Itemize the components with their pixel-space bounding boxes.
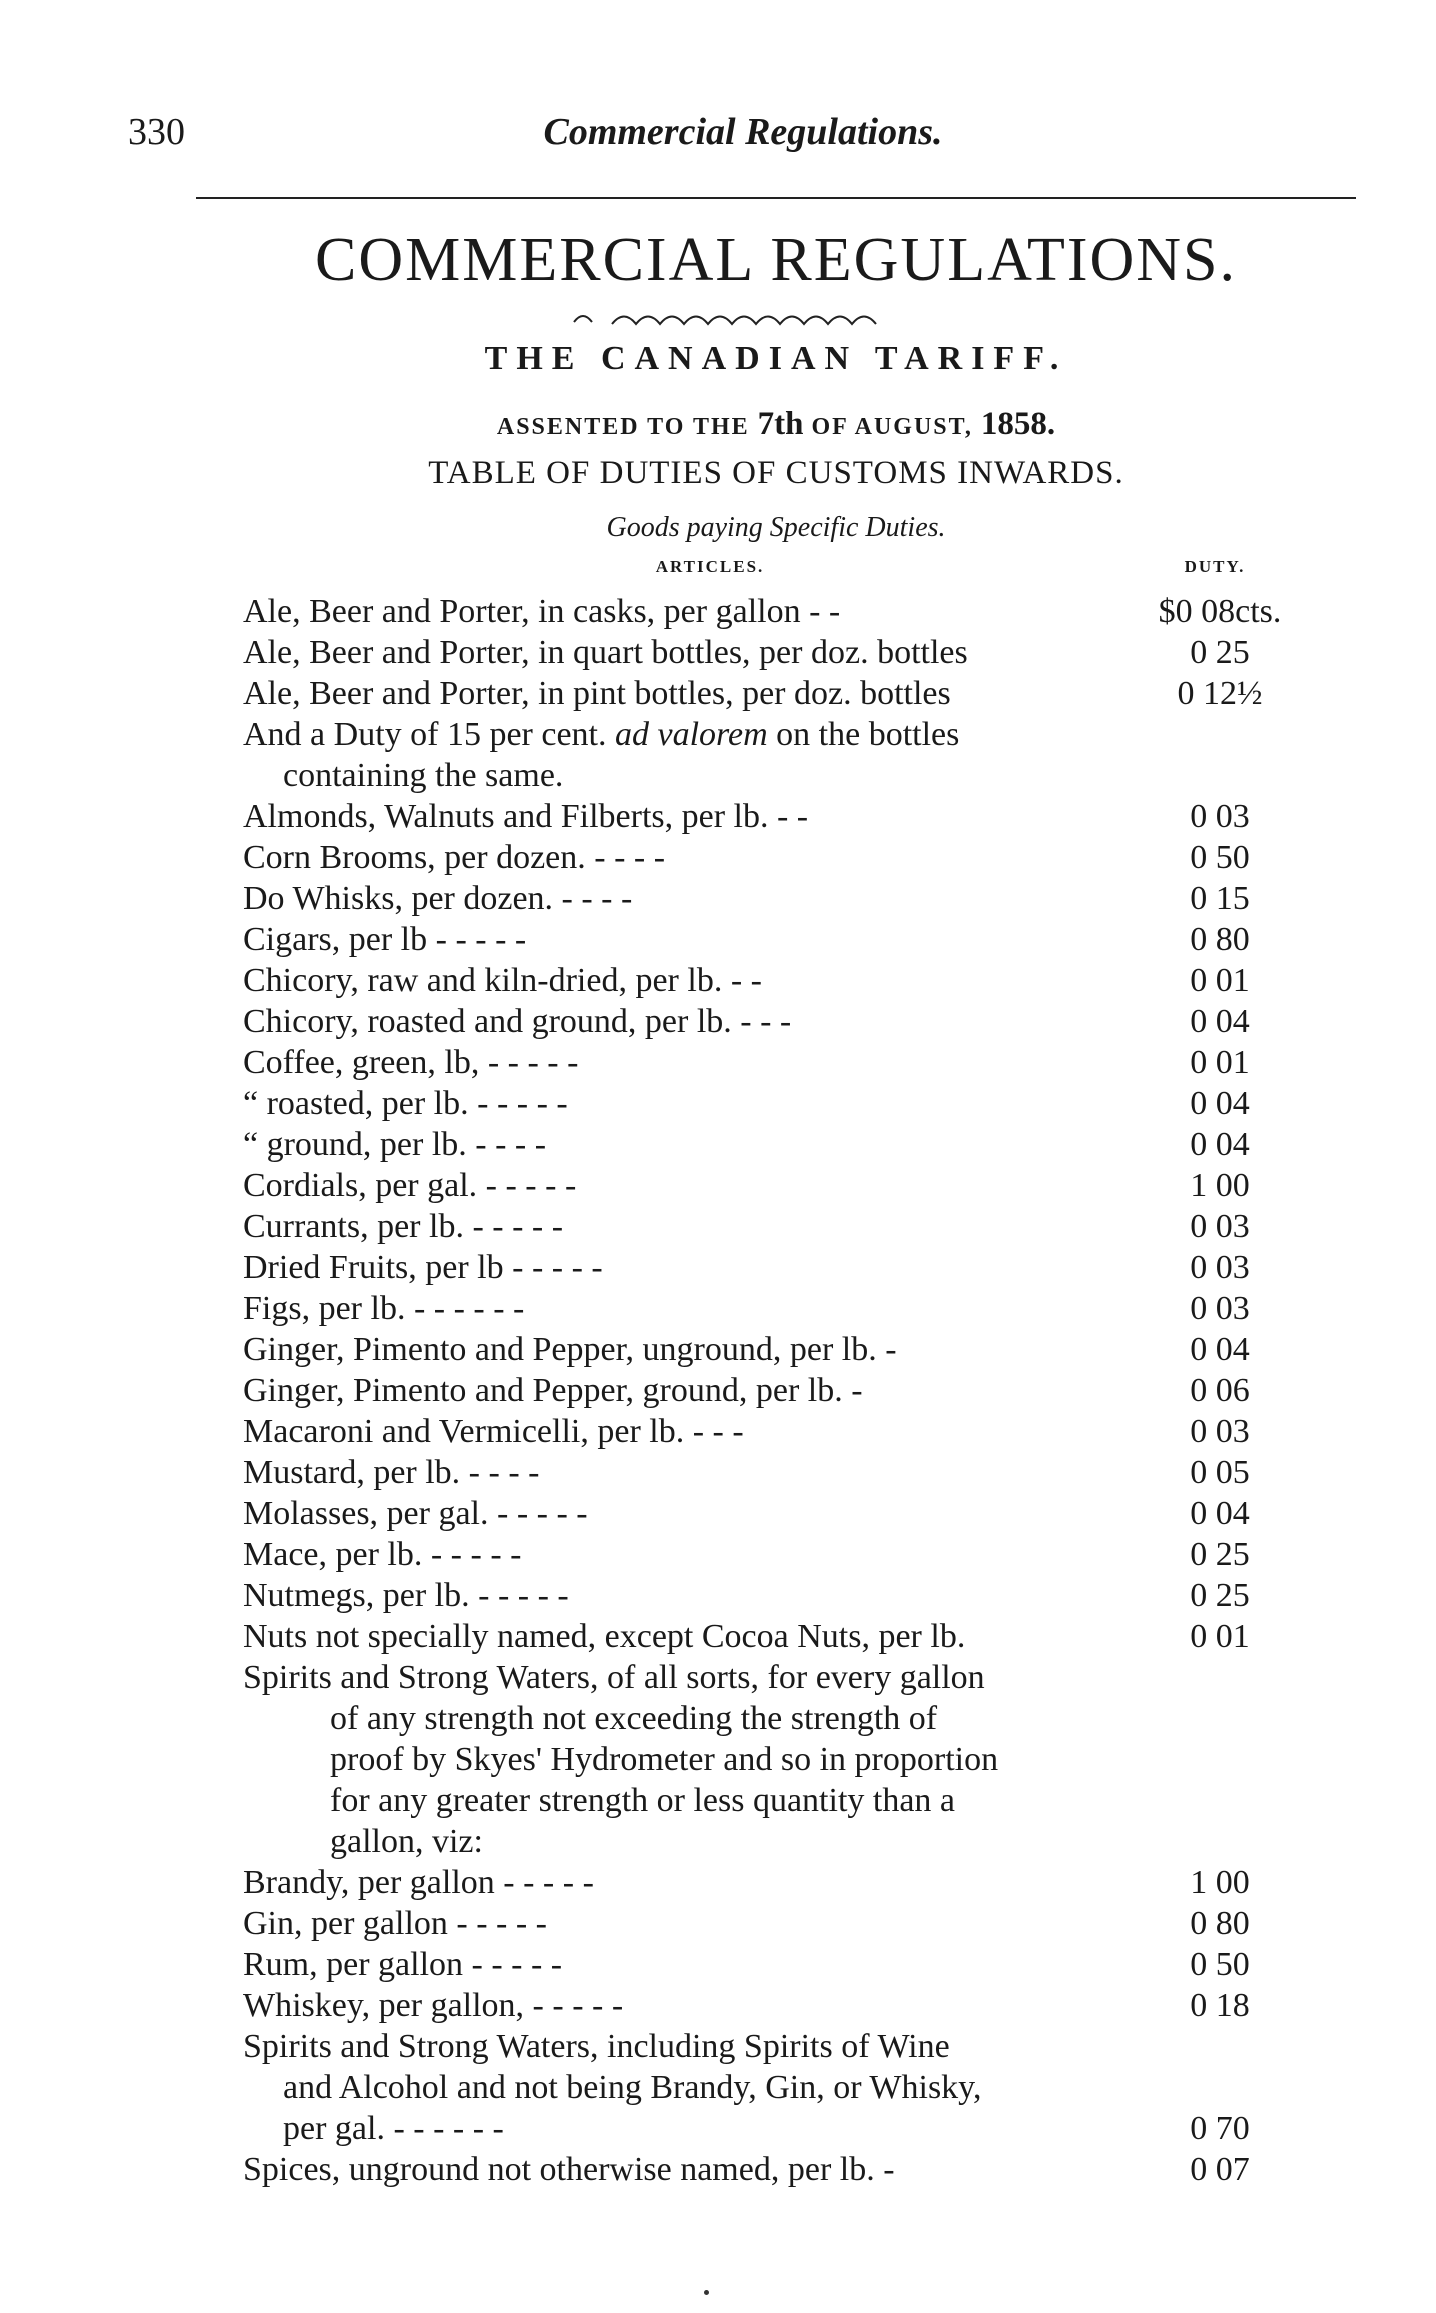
duty-value: 0 50 <box>1190 839 1250 876</box>
article-text-line: gallon, viz: <box>330 1823 483 1860</box>
table-row <box>0 2026 1436 2149</box>
duty-value: 0 03 <box>1190 1249 1250 1286</box>
table-row <box>0 1083 1436 1124</box>
page-title: COMMERCIAL REGULATIONS. <box>314 226 1238 294</box>
latin-phrase: ad valorem <box>615 716 768 753</box>
duty-value: 0 80 <box>1190 921 1250 958</box>
header-rule <box>196 197 1356 199</box>
article-text-line: And a Duty of 15 per cent. ad valorem on the bottles <box>243 716 960 753</box>
article-text: Gin, per gallon - - - - - <box>243 1905 548 1942</box>
duty-value: 0 03 <box>1190 1413 1250 1450</box>
duty-value: 0 04 <box>1190 1331 1250 1368</box>
article-text: Nuts not specially named, except Cocoa Nuts, per lb. <box>243 1618 966 1655</box>
article-text: Ale, Beer and Porter, in pint bottles, per doz. bottles <box>243 675 951 712</box>
table-row <box>0 1862 1436 1903</box>
duty-value: 0 70 <box>1190 2110 1250 2147</box>
table-row <box>0 1206 1436 1247</box>
article-text: Do Whisks, per dozen. - - - - <box>243 880 633 917</box>
duty-value: 0 01 <box>1190 1618 1250 1655</box>
running-title: Commercial Regulations. <box>543 111 943 153</box>
duty-value: 0 03 <box>1190 1208 1250 1245</box>
table-row <box>0 673 1436 714</box>
table-row <box>0 1944 1436 1985</box>
table-row <box>0 1452 1436 1493</box>
duty-value: 0 25 <box>1190 634 1250 671</box>
article-text-line: Spirits and Strong Waters, including Spirits of Wine <box>243 2028 950 2065</box>
duty-value: 0 04 <box>1190 1085 1250 1122</box>
articles-column-header: ARTICLES. <box>655 557 765 576</box>
article-text: Cordials, per gal. - - - - - <box>243 1167 577 1204</box>
article-text: Ale, Beer and Porter, in casks, per gallon - - <box>243 593 841 630</box>
page-number: 330 <box>128 111 185 153</box>
running-head <box>128 110 1358 170</box>
article-text: Corn Brooms, per dozen. - - - - <box>243 839 666 876</box>
article-text: Brandy, per gallon - - - - - <box>243 1864 594 1901</box>
table-row <box>0 1001 1436 1042</box>
table-row <box>0 1985 1436 2026</box>
table-row <box>0 919 1436 960</box>
duty-value: 0 80 <box>1190 1905 1250 1942</box>
table-row <box>0 878 1436 919</box>
section-heading: Goods paying Specific Duties. <box>606 512 946 543</box>
article-text: Whiskey, per gallon, - - - - - <box>243 1987 624 2024</box>
table-row <box>0 1657 1436 1862</box>
article-text: Cigars, per lb - - - - - <box>243 921 527 958</box>
article-text: Macaroni and Vermicelli, per lb. - - - <box>243 1413 744 1450</box>
article-text-line: per gal. - - - - - - <box>283 2110 504 2147</box>
table-row <box>0 1165 1436 1206</box>
table-row <box>0 632 1436 673</box>
duty-value: 0 03 <box>1190 798 1250 835</box>
bottom-mark <box>704 2290 709 2295</box>
table-row <box>0 1247 1436 1288</box>
duty-value: 0 25 <box>1190 1577 1250 1614</box>
article-text: Spices, unground not otherwise named, per lb. - <box>243 2151 895 2188</box>
duty-value: 0 07 <box>1190 2151 1250 2188</box>
article-text: Chicory, raw and kiln-dried, per lb. - - <box>243 962 762 999</box>
table-row <box>0 960 1436 1001</box>
table-row <box>0 714 1436 796</box>
duty-value: 0 25 <box>1190 1536 1250 1573</box>
assent-prefix: ASSENTED TO THE <box>496 414 750 440</box>
article-text: Dried Fruits, per lb - - - - - <box>243 1249 603 1286</box>
table-row <box>0 1616 1436 1657</box>
duty-value: 0 15 <box>1190 880 1250 917</box>
table-row <box>0 1534 1436 1575</box>
article-text: Almonds, Walnuts and Filberts, per lb. - - <box>243 798 809 835</box>
article-text-line: for any greater strength or less quantity than a <box>330 1782 956 1819</box>
article-text: Ginger, Pimento and Pepper, unground, per lb. - <box>243 1331 897 1368</box>
duty-value: 0 04 <box>1190 1003 1250 1040</box>
table-row <box>0 1903 1436 1944</box>
article-text: “ roasted, per lb. - - - - - <box>243 1085 568 1122</box>
table-row <box>0 2149 1436 2190</box>
table-row <box>0 1411 1436 1452</box>
article-text: Mustard, per lb. - - - - <box>243 1454 540 1491</box>
article-text: Mace, per lb. - - - - - <box>243 1536 522 1573</box>
article-text: Ginger, Pimento and Pepper, ground, per lb. - <box>243 1372 863 1409</box>
duty-value: 0 50 <box>1190 1946 1250 1983</box>
duty-value: 0 06 <box>1190 1372 1250 1409</box>
assent-middle: OF AUGUST, <box>811 414 973 440</box>
duty-column-header: DUTY. <box>1184 557 1246 576</box>
table-row <box>0 1042 1436 1083</box>
table-row <box>0 837 1436 878</box>
wavy-ornament <box>572 308 892 332</box>
article-text: Coffee, green, lb, - - - - - <box>243 1044 579 1081</box>
duty-value: 0 01 <box>1190 1044 1250 1081</box>
duty-value: 0 05 <box>1190 1454 1250 1491</box>
article-text: Ale, Beer and Porter, in quart bottles, per doz. bottles <box>243 634 968 671</box>
duty-value: 1 00 <box>1190 1864 1250 1901</box>
article-text-line: of any strength not exceeding the strength of <box>330 1700 938 1737</box>
article-text-line: and Alcohol and not being Brandy, Gin, or Whisky, <box>283 2069 982 2106</box>
article-text-line: proof by Skyes' Hydrometer and so in proportion <box>330 1741 999 1778</box>
duty-value: 0 18 <box>1190 1987 1250 2024</box>
article-text: Nutmegs, per lb. - - - - - <box>243 1577 569 1614</box>
duty-value: 0 03 <box>1190 1290 1250 1327</box>
tariff-title: THE CANADIAN TARIFF. <box>484 340 1068 377</box>
article-text-line: containing the same. <box>283 757 564 794</box>
duty-value: 0 12½ <box>1177 675 1263 712</box>
duty-value: 0 04 <box>1190 1495 1250 1532</box>
duty-value: 0 01 <box>1190 962 1250 999</box>
table-row <box>0 1124 1436 1165</box>
duty-table <box>0 591 1436 2190</box>
duty-value: 1 00 <box>1190 1167 1250 1204</box>
duty-value: 0 04 <box>1190 1126 1250 1163</box>
table-row <box>0 1288 1436 1329</box>
table-row <box>0 1493 1436 1534</box>
article-text: Figs, per lb. - - - - - - <box>243 1290 525 1327</box>
assent-line <box>196 406 1356 443</box>
duty-value: $0 08cts. <box>1158 593 1282 630</box>
article-text: “ ground, per lb. - - - - <box>243 1126 547 1163</box>
table-row <box>0 1575 1436 1616</box>
table-row <box>0 796 1436 837</box>
table-row <box>0 591 1436 632</box>
article-text-line: Spirits and Strong Waters, of all sorts, for every gallon <box>243 1659 985 1696</box>
assent-day: 7th <box>757 406 804 442</box>
article-text: Rum, per gallon - - - - - <box>243 1946 563 1983</box>
article-text: Currants, per lb. - - - - - <box>243 1208 564 1245</box>
table-row <box>0 1329 1436 1370</box>
article-text: Molasses, per gal. - - - - - <box>243 1495 588 1532</box>
table-row <box>0 1370 1436 1411</box>
article-text: Chicory, roasted and ground, per lb. - - - <box>243 1003 792 1040</box>
assent-year: 1858. <box>980 406 1056 442</box>
table-title: TABLE OF DUTIES OF CUSTOMS INWARDS. <box>428 455 1124 491</box>
